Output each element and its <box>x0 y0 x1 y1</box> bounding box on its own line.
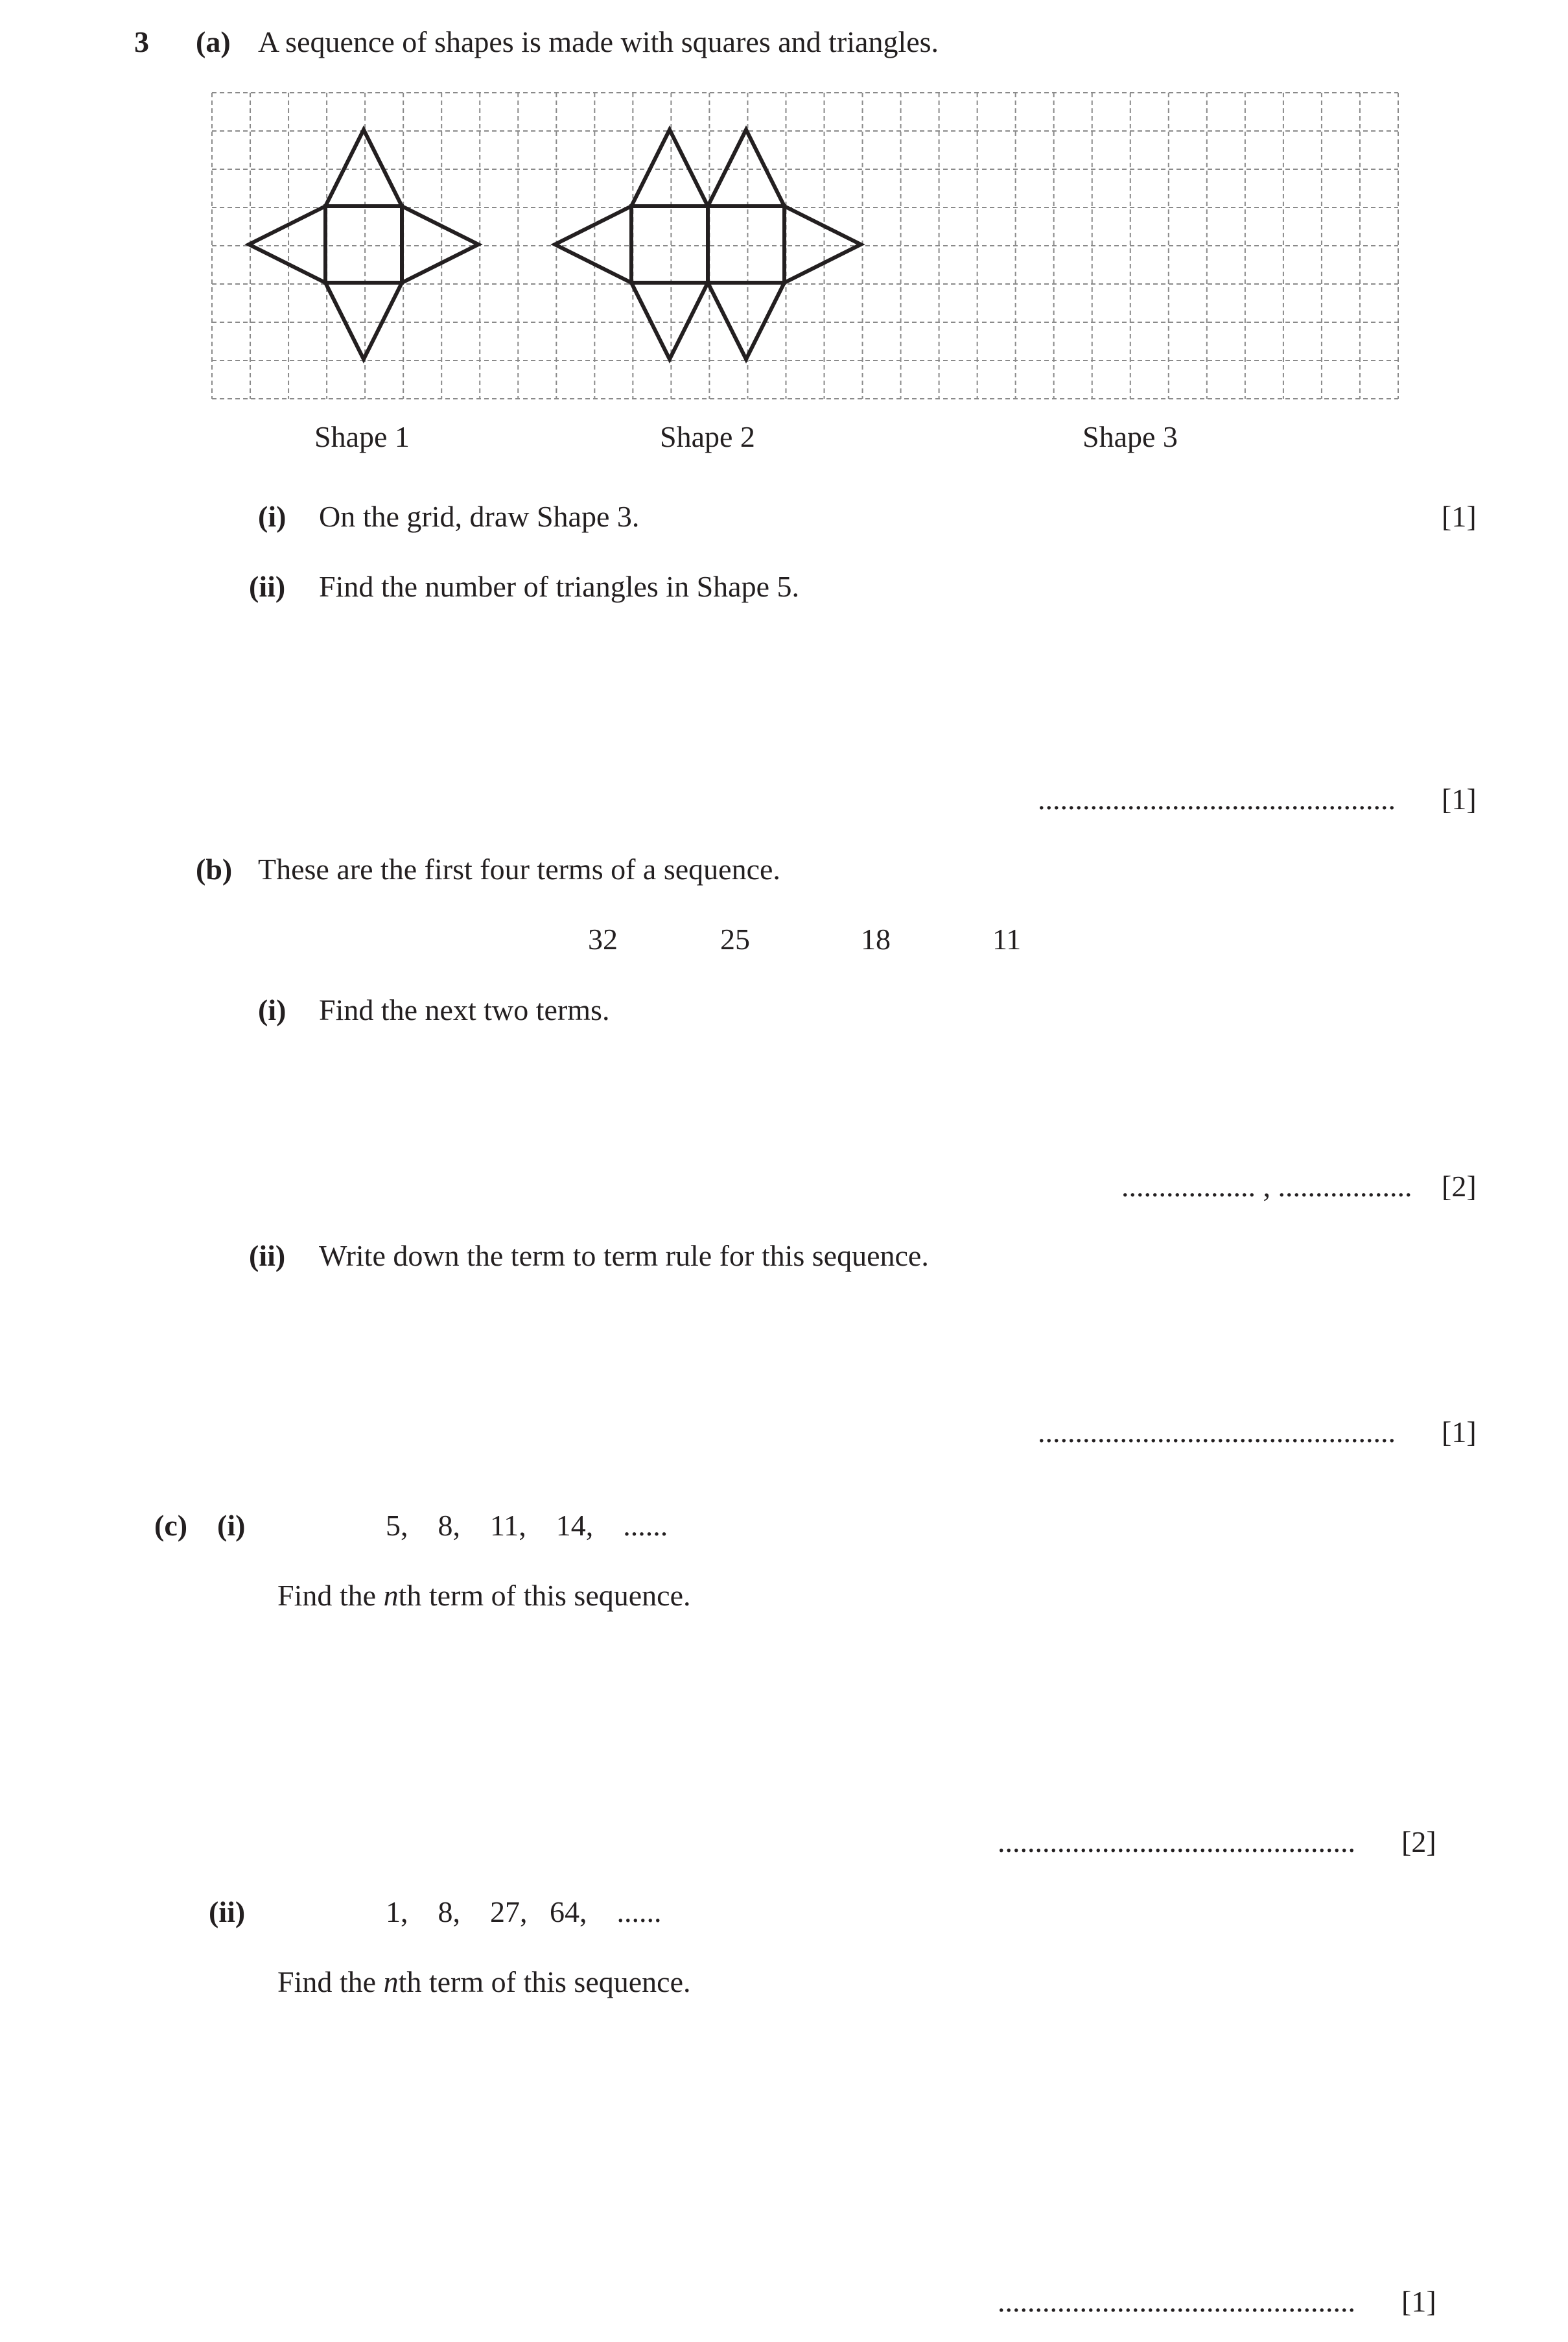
part-c-i-sequence: 5, 8, 11, 14, ...... <box>386 1509 668 1542</box>
sequence-term: 32 <box>588 923 618 956</box>
part-c-ii-marks: [1] <box>1401 2285 1436 2318</box>
part-b-ii-marks: [1] <box>1442 1415 1477 1449</box>
part-c-i-text <box>277 1581 691 1611</box>
part-a-ii-answer-line[interactable]: ................................................ <box>1038 783 1396 816</box>
shape-1 <box>249 130 478 359</box>
part-a-ii-text: Find the number of triangles in Shape 5. <box>319 570 799 603</box>
part-c-label: (c) <box>154 1509 188 1542</box>
part-b-i-answer-line[interactable]: .................. , .................. <box>1121 1170 1412 1203</box>
sequence-term: 18 <box>861 923 891 956</box>
part-c-ii-text-after: th term of this sequence. <box>398 1965 691 1998</box>
part-a-i-label: (i) <box>258 500 287 533</box>
part-b-i-marks: [2] <box>1442 1170 1477 1203</box>
part-c-ii-text-before: Find the <box>277 1965 384 1998</box>
part-b-i-text: Find the next two terms. <box>319 993 610 1026</box>
part-c-i-marks: [2] <box>1401 1825 1436 1858</box>
part-c-ii-sequence: 1, 8, 27, 64, ...... <box>386 1895 662 1928</box>
grid-lines <box>212 93 1398 399</box>
part-c-i-text-before: Find the <box>277 1579 384 1612</box>
shape-3-label: Shape 3 <box>1082 420 1178 453</box>
part-a-ii-label: (ii) <box>249 570 286 603</box>
part-a-i-marks: [1] <box>1442 500 1477 533</box>
part-b-label: (b) <box>196 853 233 886</box>
shape-1-label: Shape 1 <box>314 420 410 453</box>
part-b-i-label: (i) <box>258 993 287 1026</box>
part-c-ii-text-italic: n <box>383 1965 399 1998</box>
sequence-term: 25 <box>720 923 750 956</box>
part-b-ii-answer-line[interactable]: ................................................ <box>1038 1415 1396 1449</box>
part-b-ii-label: (ii) <box>249 1239 286 1272</box>
part-c-ii-answer-line[interactable]: ................................................ <box>998 2285 1355 2318</box>
part-c-ii-text <box>277 1967 691 1997</box>
part-a-ii-marks: [1] <box>1442 783 1477 816</box>
part-a-text: A sequence of shapes is made with squares and triangles. <box>258 25 939 58</box>
shape-2 <box>555 130 861 359</box>
shape-2-label: Shape 2 <box>660 420 755 453</box>
part-b-text: These are the first four terms of a sequence. <box>258 853 780 886</box>
part-b-ii-text: Write down the term to term rule for this sequence. <box>319 1239 929 1272</box>
part-c-i-label: (i) <box>217 1509 246 1542</box>
shape-grid[interactable] <box>211 91 1400 401</box>
part-a-label: (a) <box>196 25 231 58</box>
sequence-term: 11 <box>992 923 1022 956</box>
part-c-i-answer-line[interactable]: ................................................ <box>998 1825 1355 1858</box>
question-number: 3 <box>134 25 149 58</box>
part-a-i-text: On the grid, draw Shape 3. <box>319 500 640 533</box>
part-c-i-text-italic: n <box>383 1579 399 1612</box>
part-c-i-text-after: th term of this sequence. <box>398 1579 691 1612</box>
part-c-ii-label: (ii) <box>209 1895 246 1928</box>
